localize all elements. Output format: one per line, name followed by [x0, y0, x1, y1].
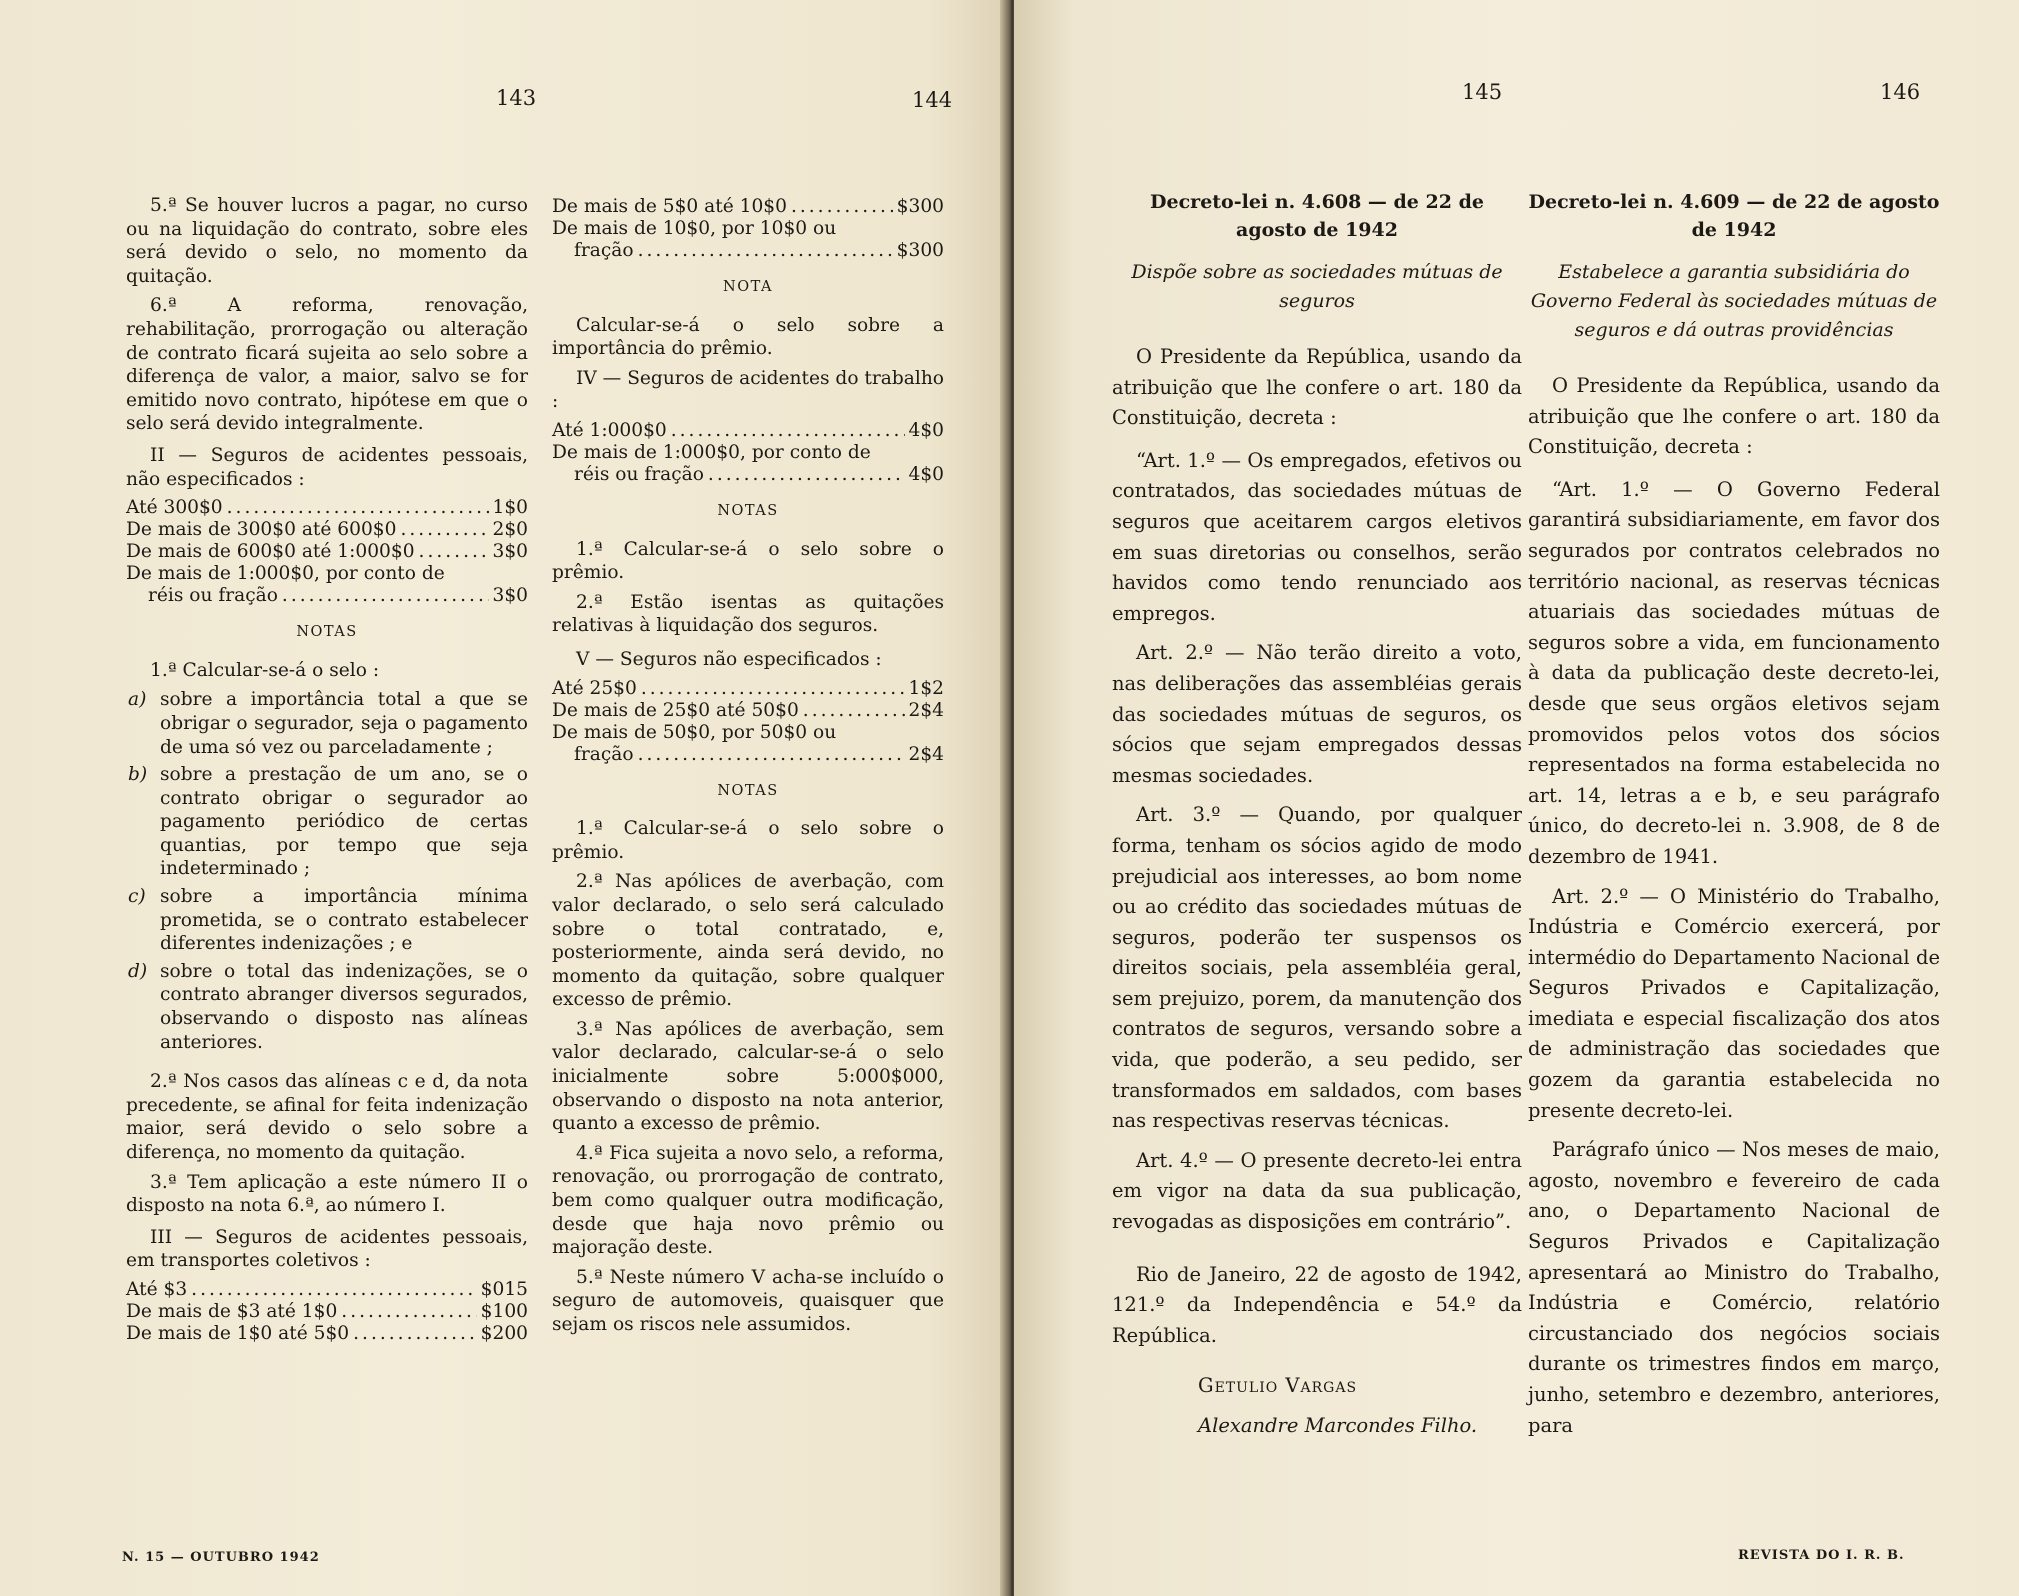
section-v-title: V — Seguros não especificados : [576, 648, 882, 670]
paragraph-unico: Parágrafo único — Nos meses de maio, agosto, novembro e fevereiro de cada ano, o Departamento Nacional de Seguros Privados e Capitalização apresentará ao Ministro do Trabalho, Indústria e Comércio, relatório circustanciado dos negócios sociais durante os trimestres findos em março, junho, setembro e dezembro, anteriores, para [1528, 1138, 1940, 1437]
place-date: Rio de Janeiro, 22 de agosto de 1942, 121.º da Independência e 54.º da República. [1112, 1262, 1522, 1347]
right-sheet [1014, 0, 2019, 1596]
decree-4608-heading: Decreto-lei n. 4.608 — de 22 de agosto de 1942 [1150, 191, 1484, 241]
article-3: Art. 3.º — Quando, por qualquer forma, tenham os sócios agido de modo prejudicial aos interesses, ao bom nome ou ao crédito das sociedades mútuas de seguros, poderão ter suspensos os direitos sociais, pela assembléia geral, sem prejuizo, porem, da manutenção dos contratos de seguros, versando sobre a vida, que poderão, a seu pedido, ser transformados em saldados, com bases nas respectivas reservas técnicas. [1112, 803, 1522, 1133]
rate-row: De mais de 25$0 até 50$0 ..... 2$4 [552, 700, 944, 722]
rate-row: Até 25$0 ..... 1$2 [552, 678, 944, 700]
page-143-column [126, 194, 528, 1345]
rate-row: Até 1:000$0 ..... 4$0 [552, 420, 944, 442]
decree-4608-column [1112, 188, 1522, 1451]
footer-journal: REVISTA DO I. R. B. [1738, 1548, 1905, 1563]
decree-4609-summary: Estabelece a garantia subsidiária do Governo Federal às sociedades mútuas de seguros e dá outras providências [1530, 261, 1938, 341]
footer-issue: N. 15 — OUTUBRO 1942 [122, 1550, 320, 1565]
section-v-note-1: 1.ª Calcular-se-á o selo sobre o prêmio. [552, 818, 944, 863]
rate-row: réis ou fração ..... 3$0 [126, 585, 528, 607]
list-item: d) sobre o total das indenizações, se o contrato abranger diversos segurados, observando o disposto nas alíneas anteriores. [128, 960, 528, 1053]
section-iv-note-2: 2.ª Estão isentas as quitações relativas à liquidação dos seguros. [552, 591, 944, 637]
rate-row: De mais de 10$0, por 10$0 ou [552, 218, 837, 239]
rate-row: De mais de 50$0, por 50$0 ou [552, 721, 837, 743]
rate-row: De mais de 1$0 até 5$0 ..... $200 [126, 1323, 528, 1345]
rate-row: Até $3 ..... $015 [126, 1279, 528, 1301]
article-4: Art. 4.º — O presente decreto-lei entra em vigor na data da sua publicação, revogadas as disposições em contrário”. [1112, 1148, 1522, 1234]
notas-heading: NOTAS [296, 624, 358, 641]
decree-intro: O Presidente da República, usando da atribuição que lhe confere o art. 180 da Constituição, decreta : [1112, 345, 1522, 430]
rate-row: De mais de 600$0 até 1:000$0 ..... 3$0 [126, 541, 528, 563]
page-144-column [552, 196, 944, 1343]
article-2: Art. 2.º — Não terão direito a voto, nas deliberações das assembléias gerais das sociedades mútuas de seguros, os sócios que sejam empregados dessas mesmas sociedades. [1112, 641, 1522, 787]
section-ii-rates [126, 497, 528, 607]
decree-4609-heading: Decreto-lei n. 4.609 — de 22 de agosto de 1942 [1528, 191, 1940, 241]
article-1: “Art. 1.º — O Governo Federal garantirá subsidiariamente, em favor dos segurados por contratos celebrados no território nacional, as reservas técnicas atuariais das sociedades mútuas de seguros sobre a vida, em funcionamento à data da publicação deste decreto-lei, desde que seus orgãos eletivos sejam promovidos pelos votos dos sócios representados na forma estabelecida no art. 14, letras a e b, e seu parágrafo único, do decreto-lei n. 3.908, de 8 de dezembro de 1941. [1528, 477, 1940, 868]
note-2: 2.ª Nos casos das alíneas c e d, da nota precedente, se afinal for feita indenização maior, será devido o selo sobre a diferença, no momento da quitação. [126, 1071, 528, 1163]
section-iii-title: III — Seguros de acidentes pessoais, em transportes coletivos : [126, 1226, 528, 1272]
page-number-144: 144 [912, 88, 953, 112]
list-item: c) sobre a importância mínima prometida, se o contrato estabelecer diferentes indenizações ; e [128, 886, 528, 955]
note-5: 5.ª Se houver lucros a pagar, no curso ou na liquidação do contrato, sobre eles será devido o selo, no momento da quitação. [126, 195, 528, 287]
decree-4609-column [1528, 188, 1940, 1450]
section-v-note-3: 3.ª Nas apólices de averbação, sem valor declarado, calcular-se-á o selo inicialmente sobre 5:000$000, observando o disposto na nota anterior, quanto a excesso de prêmio. [552, 1018, 944, 1135]
section-v-note-2: 2.ª Nas apólices de averbação, com valor declarado, o selo será calculado sobre o total contratado, e, posteriormente, ainda será devido, no momento da quitação, sobre qualquer excesso de prêmio. [552, 871, 944, 1011]
decree-intro: O Presidente da República, usando da atribuição que lhe confere o art. 180 da Constituição, decreta : [1528, 374, 1940, 459]
section-iii-rates [126, 1279, 528, 1345]
rate-row: De mais de 300$0 até 600$0 ..... 2$0 [126, 519, 528, 541]
article-2: Art. 2.º — O Ministério do Trabalho, Indústria e Comércio exercerá, por intermédio do Departamento Nacional de Seguros Privados e Capitalização, imediata e especial fiscalização dos atos de administração das sociedades que gozem da garantia estabelecida no presente decreto-lei. [1528, 884, 1940, 1122]
decree-4608-summary: Dispõe sobre as sociedades mútuas de seguros [1131, 261, 1503, 312]
nota-text: Calcular-se-á o selo sobre a importância do prêmio. [552, 314, 944, 360]
article-1: “Art. 1.º — Os empregados, efetivos ou contratados, das sociedades mútuas de seguros que aceitarem cargos eletivos em suas diretorias ou conselhos, serão havidos como tendo renunciado aos empregos. [1112, 448, 1522, 625]
rate-row: réis ou fração ..... 4$0 [552, 464, 944, 486]
notas-heading: NOTAS [717, 782, 779, 799]
nota-heading: NOTA [723, 279, 773, 295]
rate-row: fração ..... 2$4 [552, 744, 944, 766]
note-1: 1.ª Calcular-se-á o selo : [150, 659, 380, 681]
page-number-146: 146 [1880, 80, 1921, 104]
note-6: 6.ª A reforma, renovação, rehabilitação, prorrogação ou alteração de contrato ficará sujeita ao selo sobre a diferença de valor, a maior, salvo se for emitido novo contrato, hipótese em que o selo será devido integralmente. [126, 295, 528, 435]
section-iv-title: IV — Seguros de acidentes do trabalho : [552, 367, 944, 413]
section-ii-title: II — Seguros de acidentes pessoais, não especificados : [126, 444, 528, 490]
rate-row: Até 300$0 ..... 1$0 [126, 497, 528, 519]
rate-row: De mais de 5$0 até 10$0 ..... $300 [552, 196, 944, 218]
notas-heading: NOTAS [717, 502, 779, 519]
section-v-note-4: 4.ª Fica sujeita a novo selo, a reforma, renovação, ou prorrogação de contrato, bem como qualquer outra modificação, desde que haja novo prêmio ou majoração deste. [552, 1142, 944, 1259]
section-v-note-5: 5.ª Neste número V acha-se incluído o seguro de automoveis, quaisquer que sejam os riscos nele assumidos. [552, 1266, 944, 1335]
rate-row: De mais de 1:000$0, por conto de [126, 563, 445, 585]
signature-marcondes: Alexandre Marcondes Filho. [1198, 1414, 1478, 1437]
page-number-145: 145 [1462, 80, 1503, 104]
rate-row: De mais de 1:000$0, por conto de [552, 441, 871, 463]
page-number-143: 143 [496, 86, 537, 110]
rate-row: De mais de $3 até 1$0 ..... $100 [126, 1301, 528, 1323]
list-item: a) sobre a importância total a que se obrigar o segurador, seja o pagamento de uma só vez ou parceladamente ; [128, 689, 528, 758]
list-item: b) sobre a prestação de um ano, se o contrato obrigar o segurador ao pagamento periódico de certas quantias, por tempo que seja indeterminado ; [128, 764, 528, 880]
section-iv-note-1: 1.ª Calcular-se-á o selo sobre o prêmio. [552, 538, 944, 584]
signature-vargas: Getulio Vargas [1198, 1374, 1358, 1398]
note-3: 3.ª Tem aplicação a este número II o disposto na nota 6.ª, ao número I. [126, 1171, 528, 1217]
rate-row: fração ..... $300 [552, 240, 944, 262]
left-sheet [0, 0, 1008, 1596]
